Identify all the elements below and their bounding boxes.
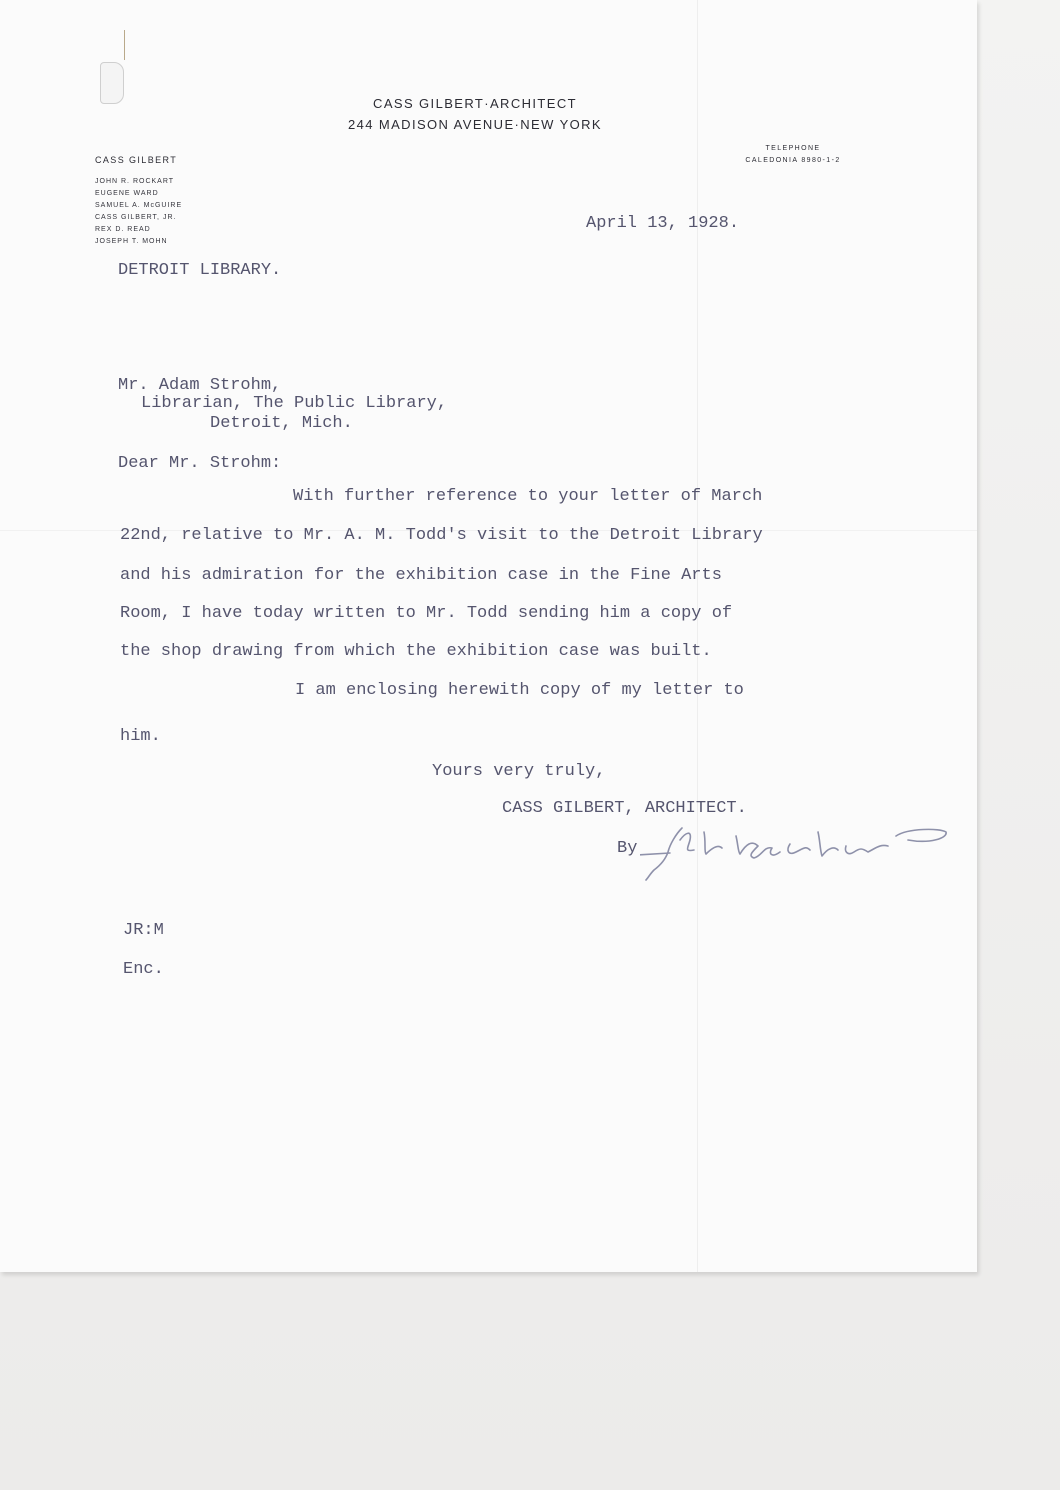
project-reference: DETROIT LIBRARY.	[118, 261, 282, 280]
recipient-city: Detroit, Mich.	[210, 414, 353, 433]
staple-hole-mark	[100, 62, 124, 104]
telephone-label: TELEPHONE	[765, 145, 821, 152]
recipient-title: Librarian, The Public Library,	[141, 394, 448, 413]
body-line: Room, I have today written to Mr. Todd sending him a copy of	[120, 604, 733, 623]
signature-drawing	[640, 818, 950, 888]
partner-name: REX D. READ	[95, 226, 151, 233]
fold-crease-vertical	[697, 0, 698, 1272]
signature-block: CASS GILBERT, ARCHITECT.	[502, 799, 747, 818]
body-line: the shop drawing from which the exhibition case was built.	[120, 642, 712, 661]
typist-initials: JR:M	[123, 921, 164, 940]
enclosure-note: Enc.	[123, 960, 164, 979]
letterhead-address: 244 MADISON AVENUE·NEW YORK	[347, 117, 603, 132]
letterhead-firm-name: CASS GILBERT·ARCHITECT	[373, 96, 577, 111]
letterhead-principal: CASS GILBERT	[95, 155, 178, 165]
by-label: By	[617, 839, 638, 858]
recipient-name: Mr. Adam Strohm,	[118, 376, 282, 395]
letter-date: April 13, 1928.	[586, 214, 740, 233]
partner-name: EUGENE WARD	[95, 190, 159, 197]
body-line: With further reference to your letter of March	[293, 487, 763, 506]
body-line: I am enclosing herewith copy of my letter to	[295, 681, 744, 700]
body-line: 22nd, relative to Mr. A. M. Todd's visit to the Detroit Library	[120, 526, 763, 545]
partner-name: JOHN R. ROCKART	[95, 178, 175, 185]
telephone-number: CALEDONIA 8980-1-2	[745, 157, 841, 164]
pin-mark	[124, 30, 125, 60]
body-line: and his admiration for the exhibition case in the Fine Arts	[120, 566, 722, 585]
letterhead-partner-list	[95, 176, 182, 248]
closing: Yours very truly,	[432, 762, 606, 781]
handwritten-signature	[640, 818, 950, 888]
salutation: Dear Mr. Strohm:	[118, 454, 282, 473]
partner-name: JOSEPH T. MOHN	[95, 238, 168, 245]
partner-name: CASS GILBERT, JR.	[95, 214, 177, 221]
body-line: him.	[120, 727, 161, 746]
partner-name: SAMUEL A. McGUIRE	[95, 202, 183, 209]
